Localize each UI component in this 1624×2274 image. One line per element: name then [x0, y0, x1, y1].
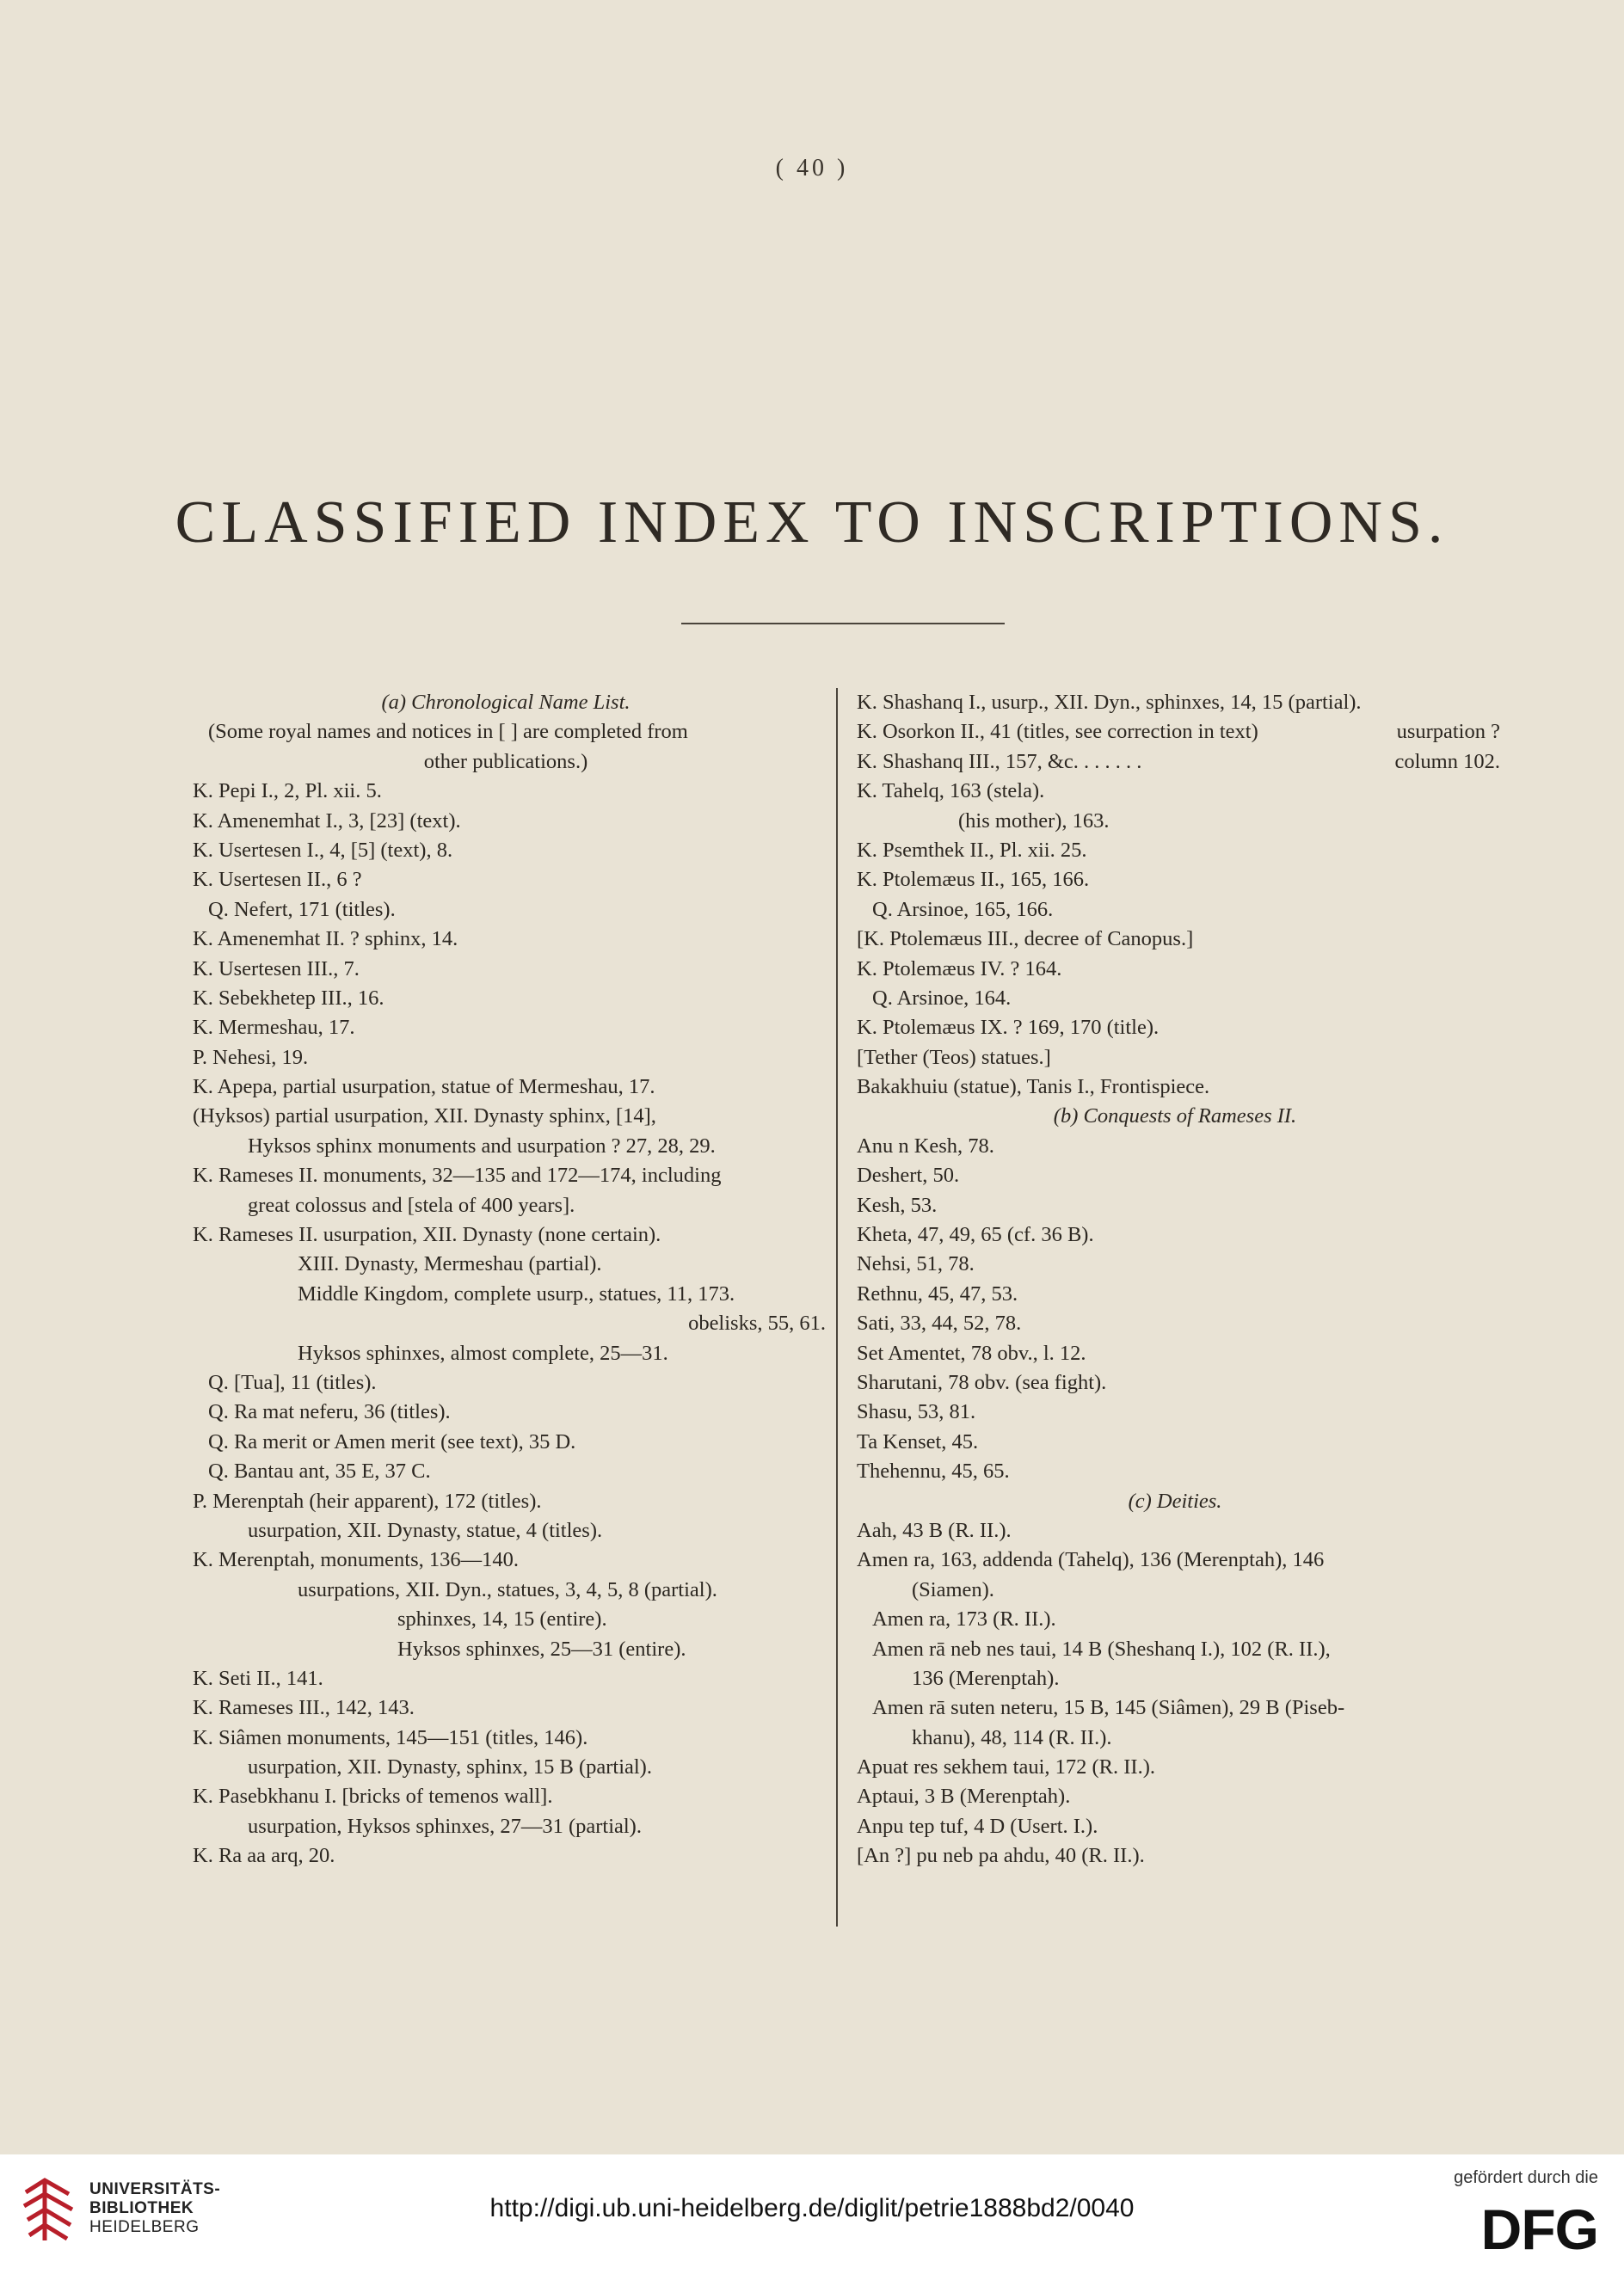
index-entry: Anpu tep tuf, 4 D (Usert. I.). — [857, 1814, 1098, 1838]
bracket-note — [1395, 717, 1501, 777]
index-entry: K. Siâmen monuments, 145—151 (titles, 146). — [193, 1725, 588, 1749]
index-entry: Nehsi, 51, 78. — [857, 1252, 975, 1276]
index-entry: Q. Arsinoe, 165, 166. — [872, 897, 1054, 921]
index-entry: K. Ptolemæus IX. ? 169, 170 (title). — [857, 1016, 1160, 1040]
index-entry: Rethnu, 45, 47, 53. — [857, 1281, 1018, 1306]
page-number: ( 40 ) — [775, 155, 849, 181]
index-entry: Kheta, 47, 49, 65 (cf. 36 B). — [857, 1223, 1094, 1247]
index-entry: K. Tahelq, 163 (stela). — [857, 779, 1045, 803]
index-entry: Aptaui, 3 B (Merenptah). — [857, 1785, 1071, 1809]
index-entry: P. Nehesi, 19. — [193, 1045, 309, 1069]
index-entry: K. Apepa, partial usurpation, statue of Mermeshau, 17. — [193, 1075, 655, 1099]
section-heading: (a) Chronological Name List. — [381, 691, 631, 714]
index-entry: usurpation, Hyksos sphinxes, 27—31 (partial). — [248, 1814, 642, 1838]
index-entry: Apuat res sekhem taui, 172 (R. II.). — [857, 1755, 1155, 1779]
index-entry: K. Osorkon II., 41 (titles, see correction in text) — [857, 720, 1258, 744]
funded-by-label: gefördert durch die — [1454, 2168, 1598, 2187]
page-title: CLASSIFIED INDEX TO INSCRIPTIONS. — [175, 489, 1449, 556]
index-entry: other publications.) — [423, 749, 588, 773]
index-entry: great colossus and [stela of 400 years]. — [248, 1193, 575, 1217]
index-entry: Q. Ra mat neferu, 36 (titles). — [208, 1400, 451, 1424]
index-entry: Kesh, 53. — [857, 1193, 938, 1217]
index-entry: K. Shashanq I., usurp., XII. Dyn., sphinxes, 14, 15 (partial). — [857, 691, 1362, 714]
index-entry: Amen ra, 173 (R. II.). — [872, 1607, 1056, 1632]
index-entry: sphinxes, 14, 15 (entire). — [397, 1607, 607, 1632]
index-entry: Ta Kenset, 45. — [857, 1429, 979, 1454]
index-entry: Aah, 43 B (R. II.). — [857, 1518, 1012, 1542]
section-heading: (b) Conquests of Rameses II. — [1053, 1104, 1297, 1128]
index-entry: Anu n Kesh, 78. — [857, 1134, 994, 1158]
index-entry: K. Ra aa arq, 20. — [193, 1844, 335, 1868]
bracket-note-line: usurpation ? — [1396, 720, 1500, 744]
index-entry: K. Psemthek II., Pl. xii. 25. — [857, 838, 1087, 862]
index-entry: Q. Arsinoe, 164. — [872, 986, 1012, 1010]
index-entry: usurpations, XII. Dyn., statues, 3, 4, 5, 8 (partial). — [298, 1577, 717, 1601]
index-entry: Hyksos sphinxes, almost complete, 25—31. — [298, 1341, 668, 1365]
title-rule — [681, 623, 1005, 624]
index-entry: K. Usertesen III., 7. — [193, 956, 360, 980]
index-entry: Hyksos sphinx monuments and usurpation ? 27, 28, 29. — [248, 1134, 716, 1158]
index-entry: usurpation, XII. Dynasty, sphinx, 15 B (partial). — [248, 1755, 652, 1779]
index-entry: K. Usertesen I., 4, [5] (text), 8. — [193, 838, 453, 862]
index-entry: khanu), 48, 114 (R. II.). — [912, 1725, 1112, 1749]
index-entry: K. Merenptah, monuments, 136—140. — [193, 1548, 520, 1572]
index-entry: Thehennu, 45, 65. — [857, 1460, 1010, 1484]
index-entry: K. Usertesen II., 6 ? — [193, 868, 362, 892]
index-entry: K. Amenemhat I., 3, [23] (text). — [193, 808, 461, 833]
index-entry: [Tether (Teos) statues.] — [857, 1045, 1051, 1069]
index-entry: Q. Ra merit or Amen merit (see text), 35 D. — [208, 1429, 576, 1454]
index-entry: K. Amenemhat II. ? sphinx, 14. — [193, 927, 458, 951]
index-entry: K. Rameses III., 142, 143. — [193, 1696, 415, 1720]
index-entry: Q. [Tua], 11 (titles). — [208, 1370, 377, 1394]
index-entry: K. Pasebkhanu I. [bricks of temenos wall]. — [193, 1785, 553, 1809]
index-entry: XIII. Dynasty, Mermeshau (partial). — [298, 1252, 602, 1276]
permalink-url[interactable]: http://digi.ub.uni-heidelberg.de/diglit/petrie1888bd2/0040 — [489, 2194, 1135, 2222]
index-entry: obelisks, 55, 61. — [688, 1312, 826, 1336]
index-entry: K. Rameses II. usurpation, XII. Dynasty (none certain). — [193, 1223, 661, 1247]
index-entry: 136 (Merenptah). — [912, 1666, 1060, 1690]
library-name-line-1: UNIVERSITÄTS- — [89, 2180, 221, 2198]
index-entry: K. Pepi I., 2, Pl. xii. 5. — [193, 779, 382, 803]
library-name-line-2: BIBLIOTHEK — [89, 2199, 194, 2217]
index-entry: [K. Ptolemæus III., decree of Canopus.] — [857, 927, 1194, 951]
index-entry: usurpation, XII. Dynasty, statue, 4 (titles). — [248, 1518, 603, 1542]
index-entry: K. Sebekhetep III., 16. — [193, 986, 384, 1010]
index-entry: Bakakhuiu (statue), Tanis I., Frontispiece. — [857, 1075, 1210, 1099]
index-entry: K. Mermeshau, 17. — [193, 1016, 355, 1040]
index-entry: Deshert, 50. — [857, 1164, 960, 1188]
index-entry: Shasu, 53, 81. — [857, 1400, 976, 1424]
index-entry: Amen rā suten neteru, 15 B, 145 (Siâmen), 29 B (Piseb- — [872, 1696, 1345, 1720]
index-entry: [An ?] pu neb pa ahdu, 40 (R. II.). — [857, 1844, 1145, 1868]
index-entry: K. Rameses II. monuments, 32—135 and 172—174, including — [193, 1164, 722, 1188]
index-entry: (Hyksos) partial usurpation, XII. Dynasty sphinx, [14], — [193, 1104, 656, 1128]
library-name-line-3: HEIDELBERG — [89, 2218, 200, 2236]
index-entry: Sharutani, 78 obv. (sea fight). — [857, 1370, 1107, 1394]
index-entry: K. Seti II., 141. — [193, 1666, 323, 1690]
index-entry: K. Ptolemæus II., 165, 166. — [857, 868, 1090, 892]
right-column — [850, 688, 1500, 1871]
index-entry: (his mother), 163. — [958, 808, 1110, 833]
column-divider — [836, 688, 838, 1927]
index-entry: Hyksos sphinxes, 25—31 (entire). — [397, 1637, 686, 1661]
footer-bar — [0, 2154, 1624, 2274]
index-entry: Amen ra, 163, addenda (Tahelq), 136 (Merenptah), 146 — [857, 1548, 1325, 1572]
index-entry: Q. Nefert, 171 (titles). — [208, 897, 396, 921]
index-entry: K. Shashanq III., 157, &c. . . . . . . — [857, 749, 1142, 773]
index-entry: Middle Kingdom, complete usurp., statues, 11, 173. — [298, 1281, 735, 1306]
index-entry: P. Merenptah (heir apparent), 172 (titles). — [193, 1489, 542, 1513]
index-entry: Q. Bantau ant, 35 E, 37 C. — [208, 1460, 431, 1484]
index-entry: (Siamen). — [912, 1577, 994, 1601]
index-entry: Sati, 33, 44, 52, 78. — [857, 1312, 1022, 1336]
index-entry: Amen rā neb nes taui, 14 B (Sheshanq I.), 102 (R. II.), — [872, 1637, 1331, 1661]
index-entry: K. Ptolemæus IV. ? 164. — [857, 956, 1062, 980]
dfg-logo: DFG — [1480, 2197, 1598, 2261]
bracket-note-line: column 102. — [1394, 749, 1500, 773]
section-heading: (c) Deities. — [1128, 1489, 1222, 1513]
index-entry: Set Amentet, 78 obv., l. 12. — [857, 1341, 1086, 1365]
left-column — [186, 688, 826, 1871]
index-entry: (Some royal names and notices in [ ] are completed from — [208, 720, 688, 744]
